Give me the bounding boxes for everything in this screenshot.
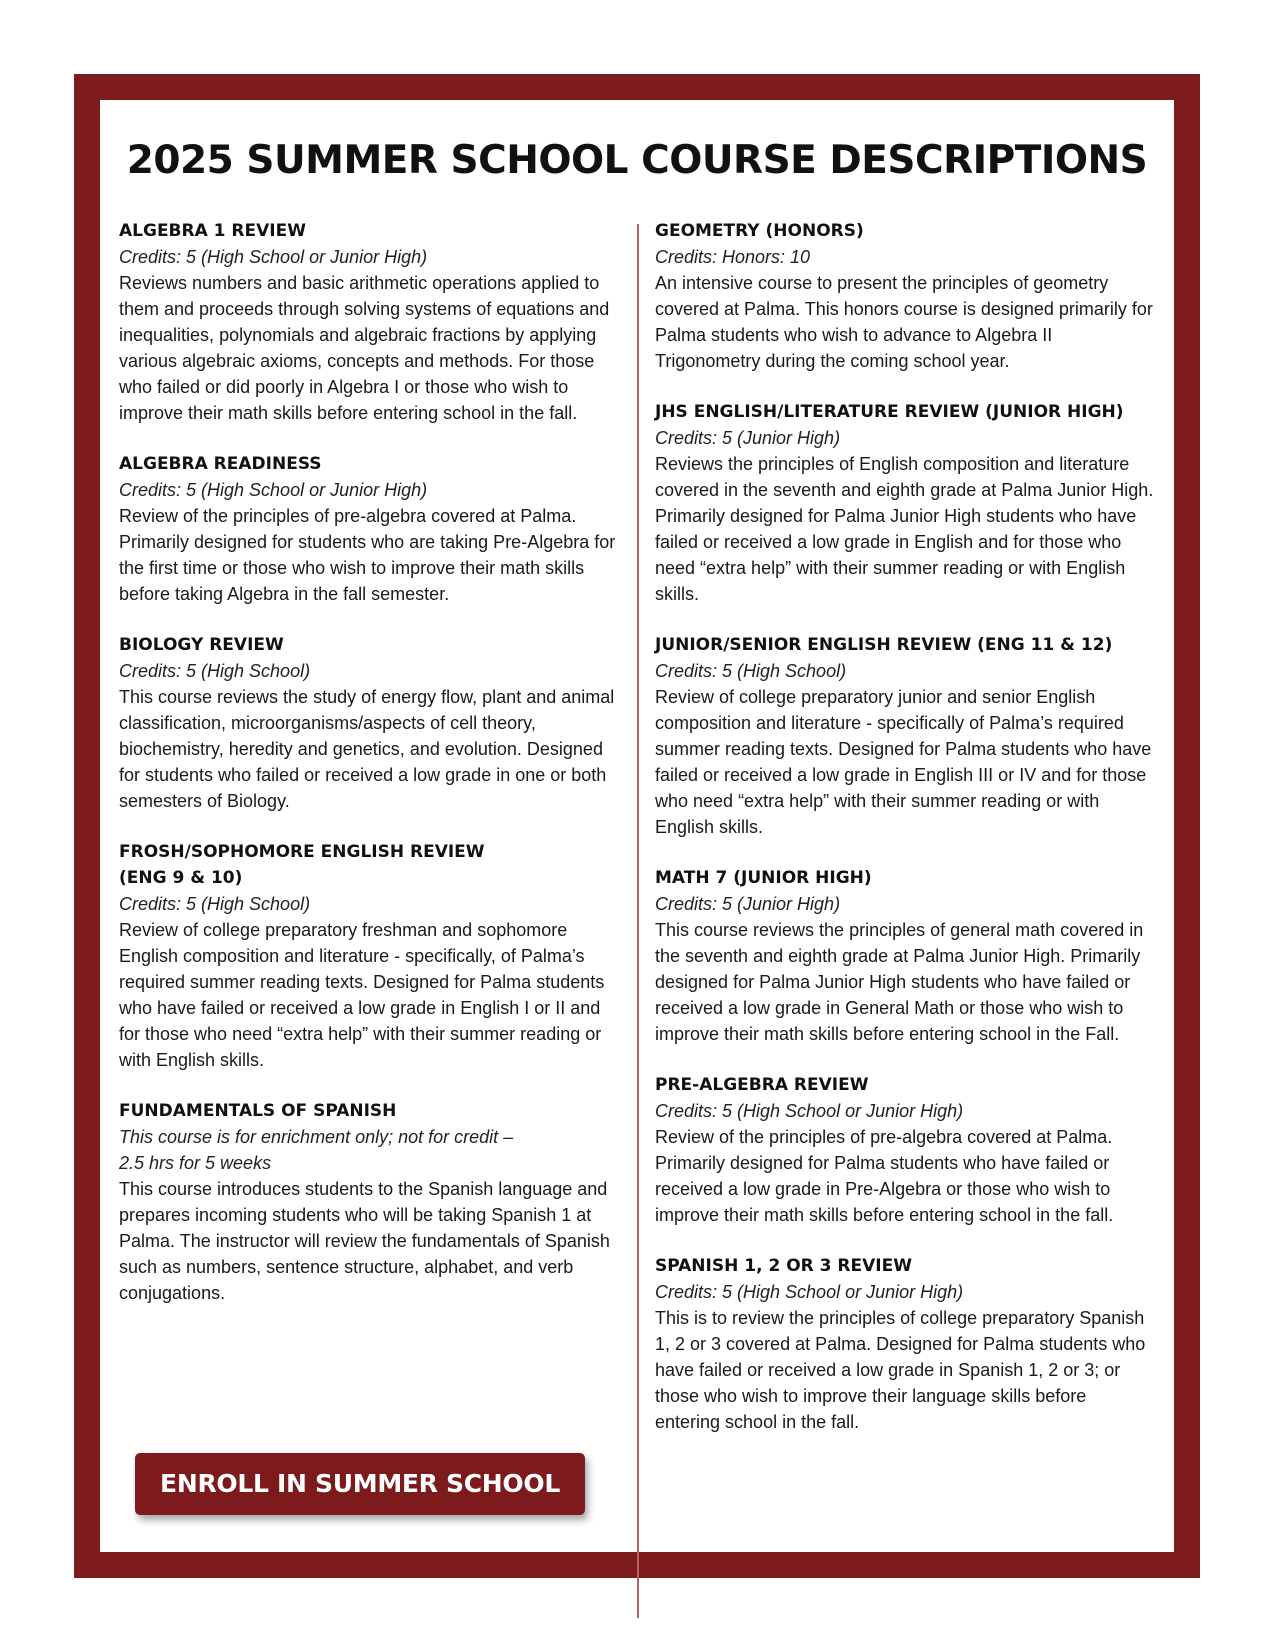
course-title: JUNIOR/SENIOR ENGLISH REVIEW (ENG 11 & 12) <box>655 635 1113 655</box>
course-algebra-readiness <box>119 451 619 607</box>
course-algebra-1-review <box>119 218 619 426</box>
course-jhs-english-literature-review <box>655 399 1155 607</box>
course-title: ALGEBRA 1 REVIEW <box>119 221 306 241</box>
column-divider <box>637 224 639 1618</box>
course-title: PRE-ALGEBRA REVIEW <box>655 1075 869 1095</box>
left-column <box>119 218 619 1331</box>
course-credits: Credits: 5 (High School or Junior High) <box>119 247 428 267</box>
course-title: SPANISH 1, 2 OR 3 REVIEW <box>655 1256 912 1276</box>
course-description: Review of the principles of pre-algebra covered at Palma. Primarily designed for students who are taking Pre-Algebra for the first time or those who wish to improve their math skills before taking Algebra in the fall semester. <box>119 506 616 604</box>
course-title: GEOMETRY (HONORS) <box>655 221 864 241</box>
course-credits: This course is for enrichment only; not for credit – 2.5 hrs for 5 weeks <box>119 1127 514 1173</box>
course-title: MATH 7 (JUNIOR HIGH) <box>655 868 872 888</box>
course-description: This course introduces students to the Spanish language and prepares incoming students who will be taking Spanish 1 at Palma. The instructor will review the fundamentals of Spanish such as numbers, sentence structure, alphabet, and verb conjugations. <box>119 1179 610 1303</box>
course-fundamentals-of-spanish <box>119 1098 619 1306</box>
course-geometry-honors <box>655 218 1155 374</box>
course-biology-review <box>119 632 619 814</box>
course-credits: Credits: 5 (Junior High) <box>655 894 841 914</box>
course-title: FUNDAMENTALS OF SPANISH <box>119 1101 397 1121</box>
course-title: ALGEBRA READINESS <box>119 454 322 474</box>
content-panel <box>100 100 1174 1552</box>
course-description: An intensive course to present the principles of geometry covered at Palma. This honors course is designed primarily for Palma students who wish to advance to Algebra II Trigonometry during the coming school year. <box>655 273 1153 371</box>
page-title: 2025 SUMMER SCHOOL COURSE DESCRIPTIONS <box>126 138 1148 183</box>
course-credits: Credits: 5 (High School or Junior High) <box>655 1101 964 1121</box>
course-description: Review of college preparatory junior and senior English composition and literature - specifically of Palma’s required summer reading texts. Designed for Palma students who have failed or received a low grade in English III or IV and for those who need “extra help” with their summer reading or with English skills. <box>655 687 1152 837</box>
course-description: This course reviews the study of energy flow, plant and animal classification, microorganisms/aspects of cell theory, biochemistry, heredity and genetics, and evolution. Designed for students who failed or received a low grade in one or both semesters of Biology. <box>119 687 615 811</box>
course-description: This is to review the principles of college preparatory Spanish 1, 2 or 3 covered at Palma. Designed for Palma students who have failed or received a low grade in Spanish 1, 2 or 3; or those who wish to improve their language skills before entering school in the fall. <box>655 1308 1146 1432</box>
course-frosh-sophomore-english-review <box>119 839 619 1073</box>
course-description: Reviews the principles of English composition and literature covered in the seventh and eighth grade at Palma Junior High. Primarily designed for Palma Junior High students who have failed or received a low grade in English and for those who need “extra help” with their summer reading or with English skills. <box>655 454 1154 604</box>
course-credits: Credits: 5 (High School or Junior High) <box>119 480 428 500</box>
course-credits: Credits: 5 (High School) <box>119 894 311 914</box>
course-pre-algebra-review <box>655 1072 1155 1228</box>
course-credits: Credits: Honors: 10 <box>655 247 811 267</box>
course-credits: Credits: 5 (Junior High) <box>655 428 841 448</box>
course-junior-senior-english-review <box>655 632 1155 840</box>
course-description: Review of the principles of pre-algebra covered at Palma. Primarily designed for Palma students who have failed or received a low grade in Pre-Algebra or those who wish to improve their math skills before entering school in the fall. <box>655 1127 1114 1225</box>
course-description: This course reviews the principles of general math covered in the seventh and eighth grade at Palma Junior High. Primarily designed for Palma Junior High students who have failed or received a low grade in General Math or those who wish to improve their math skills before entering school in the Fall. <box>655 920 1144 1044</box>
course-credits: Credits: 5 (High School) <box>119 661 311 681</box>
enroll-in-summer-school-button[interactable]: ENROLL IN SUMMER SCHOOL <box>135 1453 585 1515</box>
course-spanish-review <box>655 1253 1155 1435</box>
course-credits: Credits: 5 (High School or Junior High) <box>655 1282 964 1302</box>
course-title: JHS ENGLISH/LITERATURE REVIEW (JUNIOR HIGH) <box>655 402 1124 422</box>
course-math-7 <box>655 865 1155 1047</box>
right-column <box>655 218 1155 1460</box>
course-credits: Credits: 5 (High School) <box>655 661 847 681</box>
course-description: Review of college preparatory freshman and sophomore English composition and literature - specifically, of Palma’s required summer reading texts. Designed for Palma students who have failed or received a low grade in English I or II and for those who need “extra help” with their summer reading or with English skills. <box>119 920 605 1070</box>
course-description: Reviews numbers and basic arithmetic operations applied to them and proceeds through solving systems of equations and inequalities, polynomials and algebraic fractions by applying various algebraic axioms, concepts and methods. For those who failed or did poorly in Algebra I or those who wish to improve their math skills before entering school in the fall. <box>119 273 610 423</box>
course-title: FROSH/SOPHOMORE ENGLISH REVIEW (ENG 9 & 10) <box>119 842 485 888</box>
course-title: BIOLOGY REVIEW <box>119 635 284 655</box>
